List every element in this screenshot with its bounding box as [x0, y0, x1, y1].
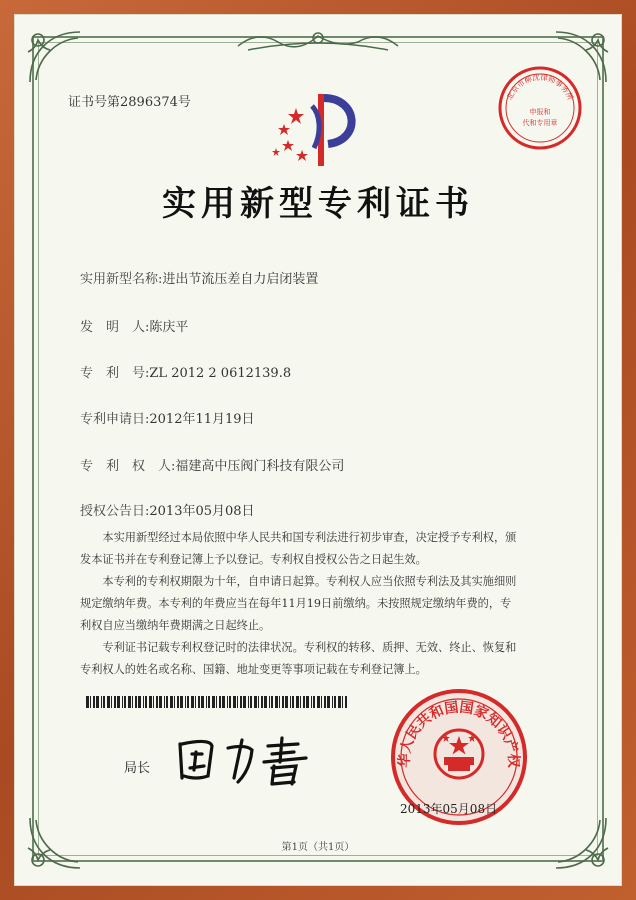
barcode-bar	[138, 696, 141, 708]
barcode-bar	[342, 696, 343, 708]
top-ornament-icon	[228, 26, 408, 56]
barcode-bar	[135, 696, 137, 708]
director-signature-icon	[172, 730, 322, 788]
director-label: 局长	[124, 761, 151, 776]
barcode-bar	[153, 696, 154, 708]
barcode-bar	[345, 696, 347, 708]
barcode-bar	[145, 696, 147, 708]
barcode-bar	[164, 696, 165, 708]
barcode-bar	[303, 696, 305, 708]
barcode-bar	[149, 696, 152, 708]
barcode-bar	[227, 696, 228, 708]
barcode-bar	[285, 696, 288, 708]
body-line: 专利证书记载专利权登记时的法律状况。专利权的转移、质押、无效、终止、恢复和	[102, 641, 517, 654]
barcode-bar	[124, 696, 126, 708]
barcode-bar	[201, 696, 204, 708]
field-value: 陈庆平	[149, 320, 189, 335]
barcode-bar	[248, 696, 249, 708]
field-patent-number	[80, 362, 291, 381]
barcode-bar	[313, 696, 315, 708]
body-line: 发本证书并在专利登记簿上予以登记。专利权自授权公告之日起生效。	[80, 553, 427, 566]
barcode-bar	[243, 696, 246, 708]
field-grant-date	[80, 500, 255, 519]
barcode-bar	[111, 696, 112, 708]
body-line: 利权自应当缴纳年费期满之日起终止。	[80, 619, 271, 632]
barcode-bar	[170, 696, 173, 708]
field-label: 专 利 权 人:	[80, 459, 176, 474]
body-line: 专利权人的姓名或名称、国籍、地址变更等事项记载在专利登记簿上。	[80, 663, 427, 676]
barcode-bar	[250, 696, 252, 708]
certificate-body	[80, 527, 560, 681]
barcode-bar	[212, 696, 215, 708]
field-label: 实用新型名称:	[80, 272, 163, 287]
barcode-bar	[117, 696, 120, 708]
barcode-bar	[334, 696, 336, 708]
barcode-bar	[96, 696, 99, 708]
field-label: 专利申请日:	[80, 412, 150, 427]
seal-date: 2013年05月08日	[400, 802, 498, 816]
small-seal-text: 北京市柳沈律师事务所	[504, 72, 576, 102]
barcode-bar	[185, 696, 186, 708]
barcode-bar	[191, 696, 194, 708]
barcode-bar	[90, 696, 91, 708]
barcode-icon	[86, 693, 348, 705]
barcode-bar	[275, 696, 278, 708]
body-line: 本专利的专利权期限为十年，自申请日起算。专利权人应当依照专利法及其实施细则	[102, 575, 517, 588]
field-value: 进出节流压差自力启闭装置	[162, 272, 319, 287]
field-value: 2013年05月08日	[149, 504, 255, 519]
barcode-bar	[271, 696, 273, 708]
barcode-bar	[159, 696, 162, 708]
certificate-title: 实用新型专利证书	[162, 184, 474, 224]
barcode-bar	[258, 696, 259, 708]
barcode-bar	[296, 696, 299, 708]
barcode-bar	[300, 696, 301, 708]
field-value: 2012年11月19日	[149, 412, 255, 427]
barcode-bar	[237, 696, 238, 708]
corner-ornament-icon	[20, 22, 90, 92]
barcode-bar	[143, 696, 144, 708]
barcode-bar	[306, 696, 309, 708]
barcode-bar	[101, 696, 102, 708]
barcode-bar	[198, 696, 200, 708]
barcode-bar	[240, 696, 242, 708]
agency-seal-icon	[496, 64, 584, 152]
field-application-date	[80, 408, 255, 427]
barcode-bar	[282, 696, 284, 708]
barcode-bar	[103, 696, 105, 708]
barcode-bar	[187, 696, 189, 708]
barcode-bar	[279, 696, 280, 708]
barcode-bar	[114, 696, 116, 708]
barcode-bar	[180, 696, 183, 708]
field-utility-model-name	[80, 268, 318, 287]
barcode-bar	[93, 696, 95, 708]
barcode-bar	[107, 696, 110, 708]
barcode-bar	[122, 696, 123, 708]
field-label: 专 利 号:	[80, 366, 150, 381]
barcode-bar	[219, 696, 221, 708]
barcode-bar	[324, 696, 326, 708]
barcode-bar	[332, 696, 333, 708]
body-line: 规定缴纳年费。本专利的年费应当在每年11月19日前缴纳。未按照规定缴纳年费的，专	[80, 597, 512, 610]
barcode-bar	[132, 696, 133, 708]
field-value: 福建高中压阀门科技有限公司	[175, 459, 345, 474]
barcode-bar	[311, 696, 312, 708]
barcode-bar	[321, 696, 322, 708]
barcode-bar	[261, 696, 263, 708]
field-inventor	[80, 316, 188, 335]
certificate-number: 证书号第2896374号	[68, 95, 191, 110]
small-seal-line-1: 申报和	[529, 108, 551, 116]
cnipa-logo-icon	[266, 88, 376, 168]
field-value: ZL 2012 2 0612139.8	[149, 366, 292, 381]
barcode-bar	[177, 696, 179, 708]
field-label: 授权公告日:	[80, 504, 150, 519]
body-line: 本实用新型经过本局依照中华人民共和国专利法进行初步审查，决定授予专利权，颁	[102, 531, 517, 544]
barcode-bar	[216, 696, 217, 708]
barcode-bar	[290, 696, 291, 708]
barcode-bar	[206, 696, 207, 708]
barcode-bar	[317, 696, 320, 708]
field-patentee	[80, 455, 344, 474]
barcode-bar	[338, 696, 341, 708]
barcode-bar	[269, 696, 270, 708]
barcode-bar	[156, 696, 158, 708]
barcode-bar	[233, 696, 236, 708]
barcode-bar	[174, 696, 175, 708]
page-number: 第1页（共1页）	[281, 842, 355, 853]
seal-text: 华人民共和国国家知识产权	[396, 699, 522, 768]
barcode-bar	[166, 696, 168, 708]
small-seal-line-2: 代和专用章	[522, 119, 558, 127]
barcode-bar	[327, 696, 330, 708]
barcode-bar	[254, 696, 257, 708]
barcode-bar	[222, 696, 225, 708]
barcode-bar	[264, 696, 267, 708]
field-label: 发 明 人:	[80, 320, 150, 335]
barcode-bar	[292, 696, 294, 708]
barcode-bar	[208, 696, 210, 708]
barcode-bar	[128, 696, 131, 708]
barcode-bar	[195, 696, 196, 708]
barcode-bar	[229, 696, 231, 708]
barcode-bar	[86, 696, 89, 708]
